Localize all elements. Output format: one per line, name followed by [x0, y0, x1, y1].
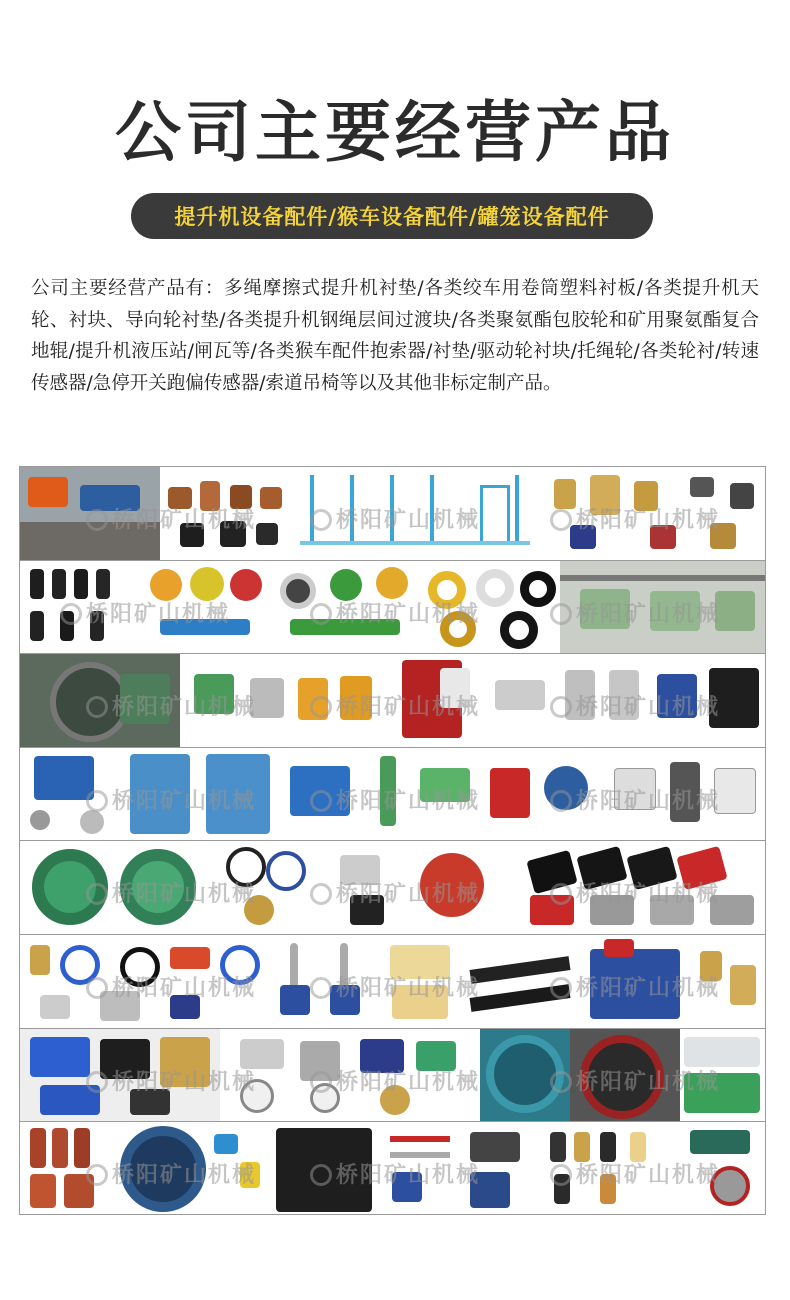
watermark: 桥阳矿山机械	[550, 503, 720, 534]
product-row-6	[20, 935, 765, 1029]
product-photo-grid	[19, 466, 766, 1215]
photo-installed-pulleys	[560, 561, 765, 654]
photo-hoist-machine	[20, 467, 160, 560]
watermark: 桥阳矿山机械	[310, 784, 480, 815]
watermark: 桥阳矿山机械	[310, 597, 480, 628]
watermark: 桥阳矿山机械	[86, 503, 256, 534]
photo-explosion-proof-box	[20, 748, 120, 841]
photo-wire-rope-drum	[570, 1029, 680, 1122]
photo-drive-wheels	[20, 841, 220, 934]
category-banner	[131, 193, 653, 239]
watermark: 桥阳矿山机械	[86, 784, 256, 815]
photo-rope-wheels	[140, 561, 420, 654]
watermark: 桥阳矿山机械	[60, 597, 230, 628]
watermark: 桥阳矿山机械	[550, 971, 720, 1002]
photo-hydraulic-station	[580, 935, 765, 1028]
photo-rope-clamps-2	[540, 1122, 765, 1216]
photo-pressure-gauges	[220, 1029, 480, 1122]
watermark: 桥阳矿山机械	[310, 1158, 480, 1189]
page-title: 公司主要经营产品	[115, 94, 675, 171]
watermark: 桥阳矿山机械	[86, 877, 256, 908]
watermark: 桥阳矿山机械	[310, 690, 480, 721]
photo-friction-liners	[20, 1122, 110, 1216]
photo-chairlift-seats	[290, 467, 540, 560]
photo-liner-plate-black	[270, 1122, 380, 1216]
photo-sensor-housings	[320, 841, 520, 934]
product-row-3	[20, 654, 765, 748]
product-description: 公司主要经营产品有：多绳摩擦式提升机衬垫/各类绞车用卷筒塑料衬板/各类提升机天轮、衬块、导向轮衬垫/各类提升机钢绳层间过渡块/各类聚氨酯包胶轮和矿用聚氨酯复合地辊/提升机液压站/闸瓦等/各类猴车配件抱索器/衬垫/驱动轮衬块/托绳轮/各类轮衬/转速传感器/急停开关跑偏传感器/索道吊椅等以及其他非标定制产品。	[31, 278, 759, 394]
watermark: 桥阳矿山机械	[86, 1065, 256, 1096]
watermark: 桥阳矿山机械	[550, 877, 720, 908]
product-row-8	[20, 1122, 765, 1216]
watermark: 桥阳矿山机械	[550, 1158, 720, 1189]
watermark: 桥阳矿山机械	[550, 784, 720, 815]
watermark: 桥阳矿山机械	[310, 503, 480, 534]
photo-control-cabinets	[120, 748, 280, 841]
photo-green-liner-plate	[680, 1029, 765, 1122]
product-row-5	[20, 841, 765, 935]
photo-hoist-drum	[20, 654, 180, 747]
photo-solenoid-valves	[20, 1029, 220, 1122]
photo-liner-rings	[220, 841, 320, 934]
watermark: 桥阳矿山机械	[86, 1158, 256, 1189]
photo-hoist-drum-2	[480, 1029, 570, 1122]
product-row-2	[20, 561, 765, 655]
photo-brake-pads	[520, 841, 765, 934]
watermark: 桥阳矿山机械	[310, 1065, 480, 1096]
watermark: 桥阳矿山机械	[550, 1065, 720, 1096]
photo-pressure-sensors	[20, 935, 270, 1028]
photo-hydraulic-parts	[485, 654, 765, 747]
product-row-1	[20, 467, 765, 561]
photo-rubber-blocks	[20, 561, 140, 654]
photo-alarm-sensors	[480, 748, 600, 841]
category-label: 提升机设备配件/猴车设备配件/罐笼设备配件	[174, 205, 610, 229]
watermark: 桥阳矿山机械	[86, 971, 256, 1002]
photo-emergency-switches	[600, 748, 765, 841]
photo-cable-sensors	[270, 935, 380, 1028]
watermark: 桥阳矿山机械	[86, 690, 256, 721]
product-row-4	[20, 748, 765, 842]
photo-rope-clamps	[540, 467, 765, 560]
watermark: 桥阳矿山机械	[310, 877, 480, 908]
product-row-7	[20, 1029, 765, 1123]
photo-wheel-liners	[420, 561, 560, 654]
photo-liner-blocks	[160, 467, 290, 560]
photo-idler-rollers	[380, 935, 580, 1028]
watermark: 桥阳矿山机械	[310, 971, 480, 1002]
watermark: 桥阳矿山机械	[550, 690, 720, 721]
photo-speed-sensors	[180, 654, 390, 747]
watermark: 桥阳矿山机械	[550, 597, 720, 628]
photo-switches	[280, 748, 480, 841]
photo-disc-brake	[390, 654, 485, 747]
photo-piston-rods	[380, 1122, 540, 1216]
photo-sheave-wheel	[110, 1122, 270, 1216]
